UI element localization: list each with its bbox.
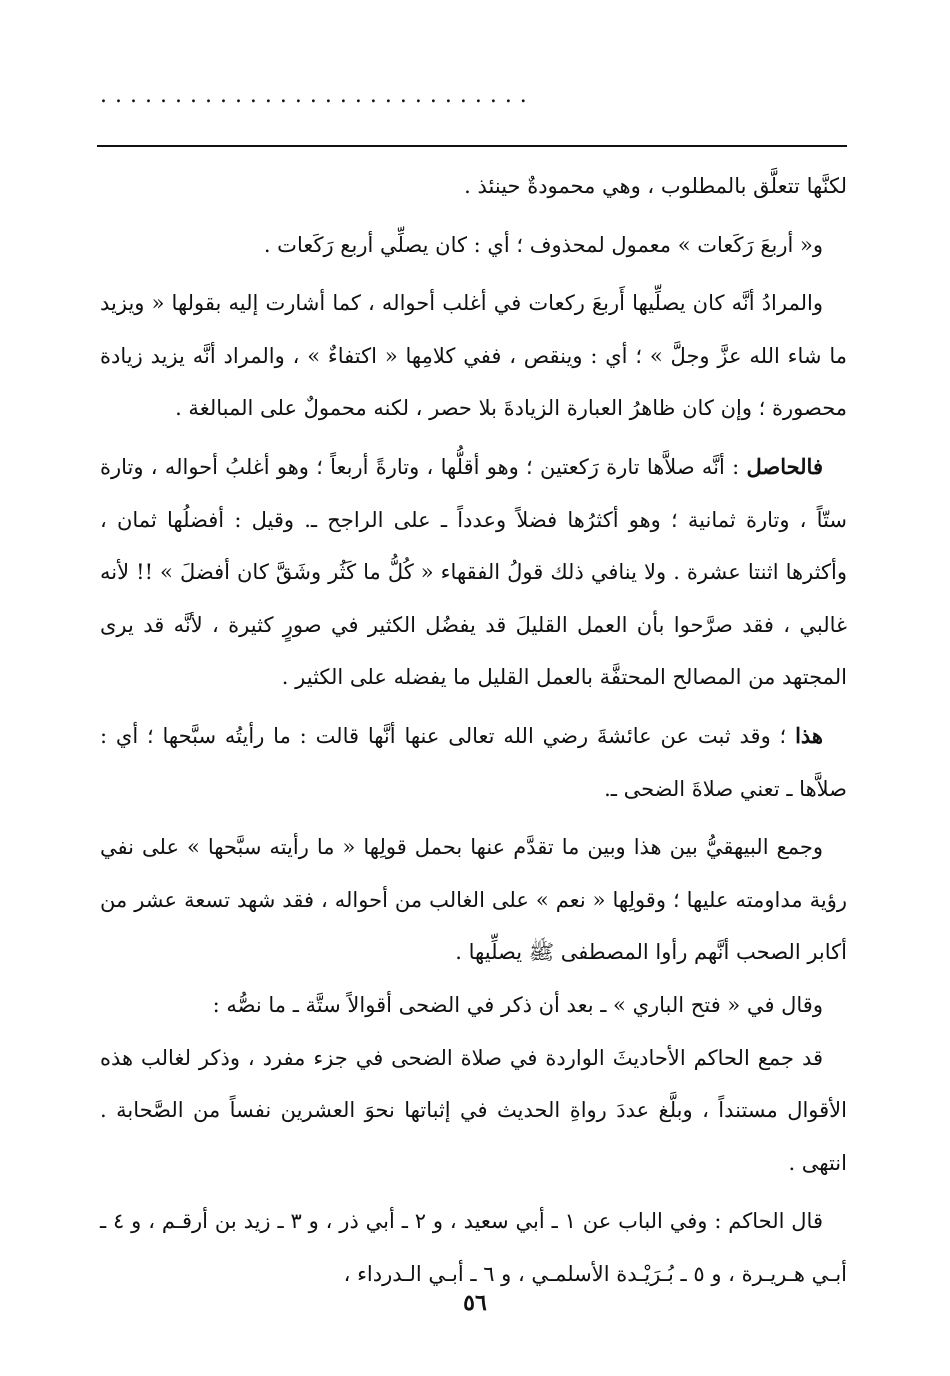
paragraph-text: والمرادُ أنَّه كان يصلِّيها أَربعَ ركعات في أغلب أحواله ، كما أشارت إليه بقولها « ويزيد ما شاء الله عزَّ وجلَّ » ؛ أي : وينقص ، ففي كلامِها « اكتفاءٌ » ، والمراد أنَّه يزيد زيادة محصورة ؛ وإن كان ظاهرُ العبارة الزيادةَ بلا حصر ، لكنه محمولٌ على المبالغة . [100,291,847,421]
paragraph-3 [100,277,847,435]
paragraph-text: قد جمع الحاكم الأحاديثَ الواردة في صلاة الضحى في جزء مفرد ، وذكر لغالب هذه الأقوال مستنداً ، وبلَّغ عددَ رواةِ الحديث في إثباتها نحوَ العشرين نفساً من الصَّحابة . انتهى . [100,1045,847,1175]
paragraph-2 [100,219,847,272]
paragraph-text: ؛ وقد ثبت عن عائشةَ رضي الله تعالى عنها أنَّها قالت : ما رأيتُه سبَّحها ؛ أي : صلاَّها ـ تعني صلاةَ الضحى ـ. [100,723,847,801]
paragraph-text: وجمع البيهقيُّ بين هذا وبين ما تقدَّم عنها بحمل قولِها « ما رأيته سبَّحها » على نفي رؤية مداومته عليها ؛ وقولِها « نعم » على الغالب من أحواله ، فقد شهد تسعة عشر من أكابر الصحب أنَّهم رأوا المصطفى ﷺ يصلِّيها . [100,835,847,965]
page-number: ٥٦ [463,1290,487,1316]
paragraph-lead: فالحاصل [746,453,823,479]
paragraph-9 [100,1195,847,1300]
paragraph-8 [100,1032,847,1190]
paragraph-6 [100,821,847,979]
page-body [100,160,847,1300]
header-rule [97,145,847,147]
paragraph-4 [100,441,847,704]
header-dotted-line: ............................. [100,84,535,108]
paragraph-5 [100,710,847,815]
paragraph-text: : أنَّه صلاَّها تارة رَكعتين ؛ وهو أقلُّها ، وتارةً أربعاً ؛ وهو أغلبُ أحواله ، وتارة ستّاً ، وتارة ثمانية ؛ وهو أكثرُها فضلاً وعدداً ـ على الراجح ـ. وقيل : أفضلُها ثمان ، وأكثرها اثنتا عشرة . ولا ينافي ذلك قولُ الفقهاء « كُلُّ ما كَثُر وشَقَّ كان أفضلَ » !! لأنه غالبي ، فقد صرَّحوا بأن العمل القليلَ قد يفضُل الكثير في صورٍ كثيرة ، لأنَّه قد يرى المجتهد من المصالح المحتفَّة بالعمل القليل ما يفضله على الكثير . [100,454,847,690]
paragraph-text: لكنَّها تتعلَّق بالمطلوب ، وهي محمودةٌ حينئذ . [464,174,847,198]
paragraph-text: و« أربعَ رَكَعات » معمول لمحذوف ؛ أي : كان يصلِّي أربع رَكَعات . [263,232,823,257]
paragraph-7 [100,979,847,1032]
paragraph-lead: هذا [795,722,823,748]
paragraph-text: قال الحاكم : وفي الباب عن ١ ـ أبي سعيد ، و ٢ ـ أبي ذر ، و ٣ ـ زيد بن أرقـم ، و ٤ ـ أبـي هـريـرة ، و ٥ ـ بُـرَيْـدة الأسلمـي ، و ٦ ـ أبـي الـدرداء ، [100,1209,847,1286]
paragraph-1 [100,160,847,213]
paragraph-text: وقال في « فتح الباري » ـ بعد أن ذكر في الضحى أقوالاً ستَّة ـ ما نصُّه : [212,992,823,1017]
